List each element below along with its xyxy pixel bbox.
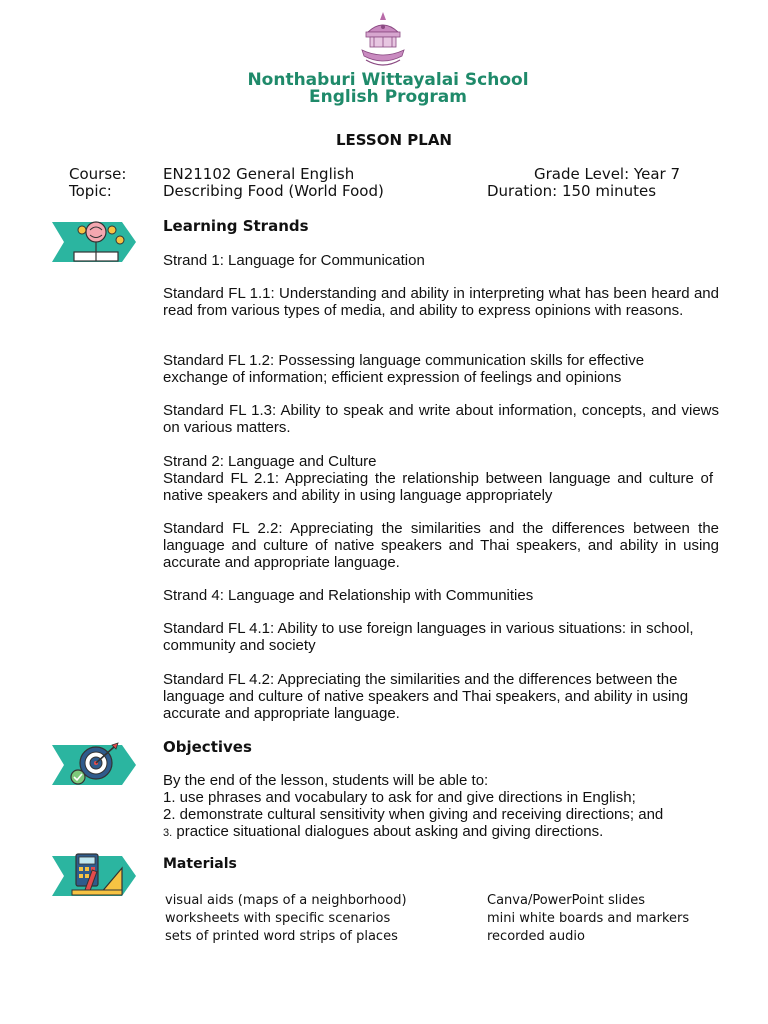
material-item: mini white boards and markers bbox=[487, 911, 690, 926]
program-name: English Program bbox=[309, 87, 467, 107]
school-name: Nonthaburi Wittayalai School bbox=[247, 70, 529, 90]
school-logo bbox=[356, 10, 410, 74]
strand-4: Strand 4: Language and Relationship with Communities bbox=[163, 587, 534, 604]
objective-text: practice situational dialogues about asking and giving directions. bbox=[176, 823, 604, 840]
standard-fl-1-2: Standard FL 1.2: Possessing language communication skills for effective exchange of information; efficient expression of feelings and opinions bbox=[163, 352, 645, 386]
course-value: EN21102 General English bbox=[163, 165, 355, 183]
materials-heading: Materials bbox=[163, 856, 237, 872]
objective-item: 1. use phrases and vocabulary to ask for and give directions in English; bbox=[163, 789, 636, 806]
objectives-heading: Objectives bbox=[163, 738, 252, 756]
topic-value: Describing Food (World Food) bbox=[163, 182, 384, 200]
standard-fl-1-3: Standard FL 1.3: Ability to speak and write about information, concepts, and views on various matters. bbox=[163, 402, 719, 436]
objective-number: 3. bbox=[163, 827, 173, 839]
course-label: Course: bbox=[69, 165, 127, 183]
objective-item bbox=[163, 823, 719, 842]
topic-label: Topic: bbox=[69, 182, 112, 200]
document-title: LESSON PLAN bbox=[336, 131, 452, 149]
material-item: visual aids (maps of a neighborhood) bbox=[165, 893, 407, 908]
material-item: Canva/PowerPoint slides bbox=[487, 893, 646, 908]
material-item: sets of printed word strips of places bbox=[165, 929, 398, 944]
materials-right-list bbox=[487, 892, 689, 946]
grade-level: Grade Level: Year 7 bbox=[534, 165, 680, 183]
standard-fl-4-1: Standard FL 4.1: Ability to use foreign languages in various situations: in school, community and society bbox=[163, 620, 694, 654]
duration: Duration: 150 minutes bbox=[487, 182, 657, 200]
strand-2: Strand 2: Language and Culture bbox=[163, 453, 377, 470]
standard-fl-1-1: Standard FL 1.1: Understanding and ability in interpreting what has been heard and read from various types of media, and ability to express opinions with reasons. bbox=[163, 285, 719, 319]
learning-strands-heading: Learning Strands bbox=[163, 217, 309, 235]
target-icon bbox=[52, 741, 136, 789]
calculator-ruler-icon bbox=[52, 852, 136, 900]
materials-left-list bbox=[165, 892, 407, 946]
brain-book-icon bbox=[52, 218, 136, 266]
objective-item: 2. demonstrate cultural sensitivity when giving and receiving directions; and bbox=[163, 806, 664, 823]
material-item: recorded audio bbox=[487, 929, 585, 944]
standard-fl-4-2: Standard FL 4.2: Appreciating the similarities and the differences between the language and culture of native speakers and Thai speakers, and ability in using accurate and appropriate language. bbox=[163, 671, 689, 722]
objectives-intro: By the end of the lesson, students will be able to: bbox=[163, 772, 489, 789]
standard-fl-2-2: Standard FL 2.2: Appreciating the similarities and the differences between the language and culture of native speakers and Thai speakers, and ability in using accurate and appropriate language. bbox=[163, 520, 719, 571]
strand-1: Strand 1: Language for Communication bbox=[163, 252, 425, 269]
standard-fl-2-1: Standard FL 2.1: Appreciating the relationship between language and culture of native speakers and ability in using language appropriately bbox=[163, 470, 713, 504]
material-item: worksheets with specific scenarios bbox=[165, 911, 391, 926]
